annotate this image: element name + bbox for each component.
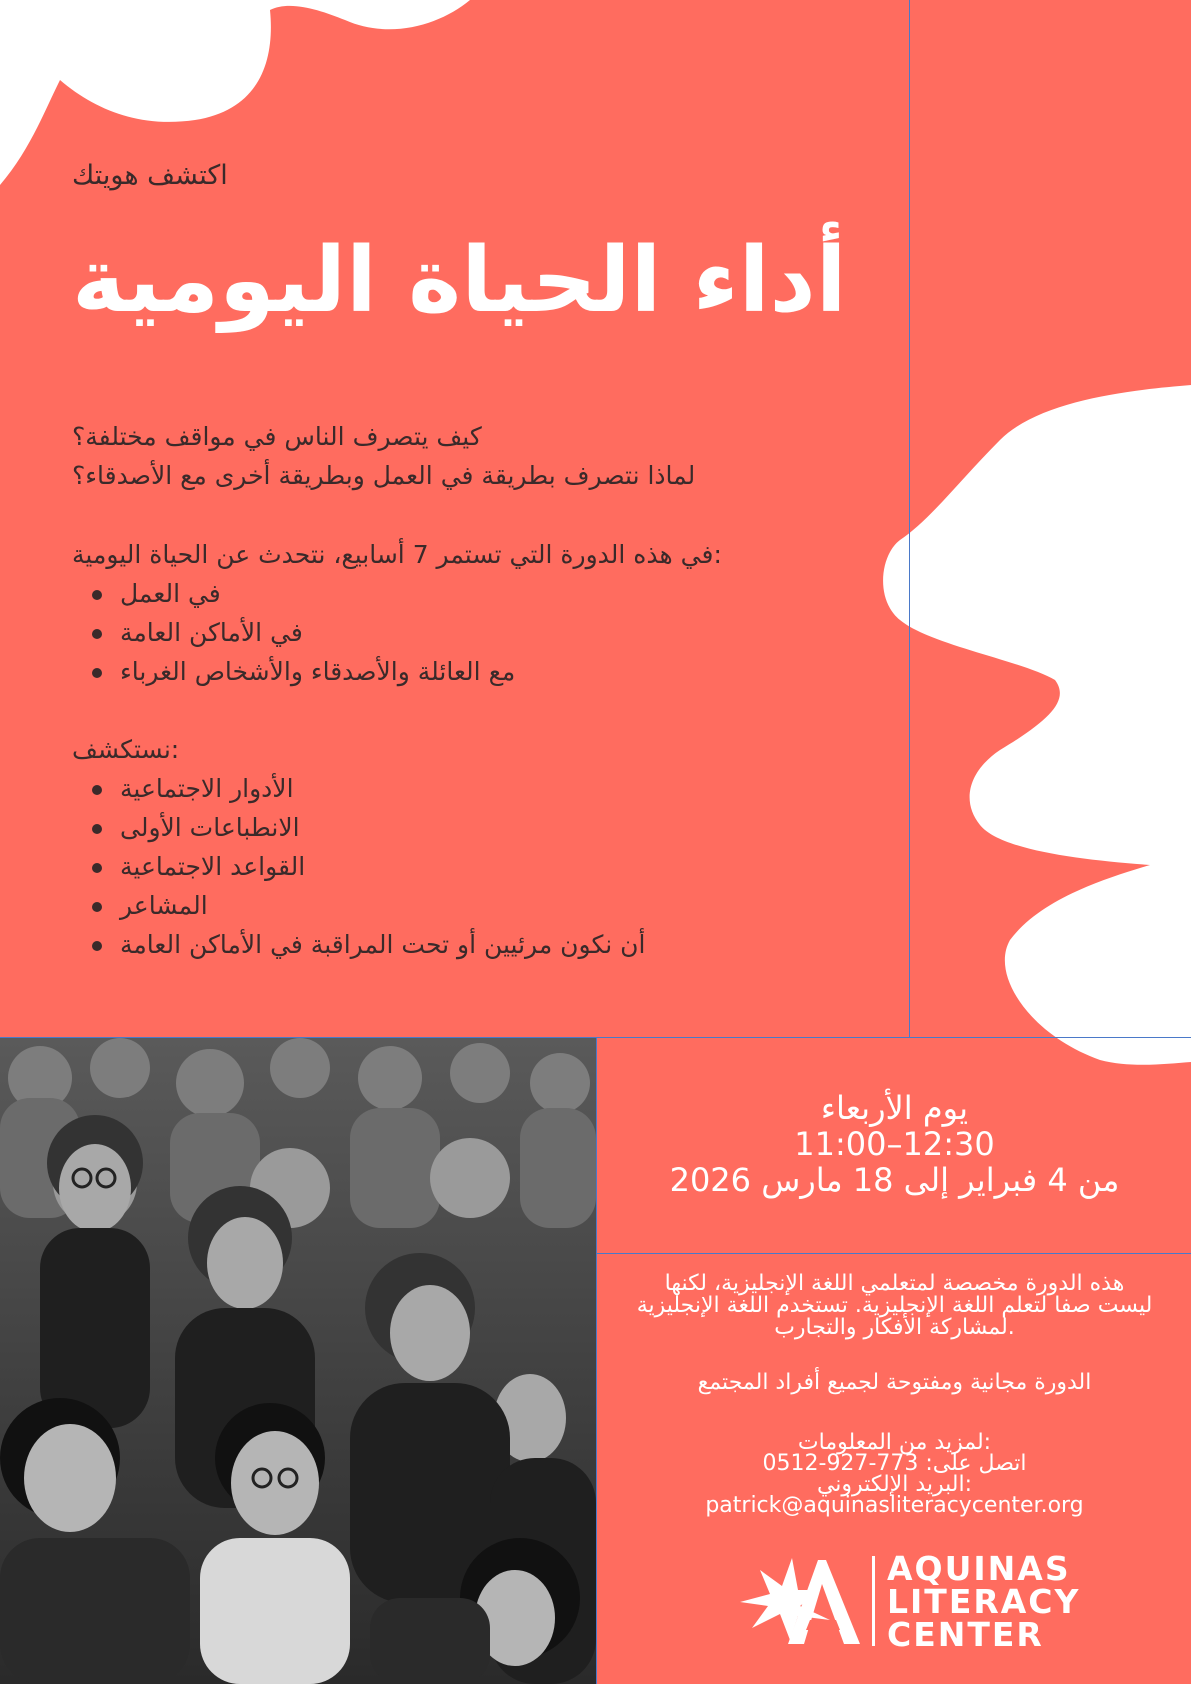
vertical-guide-line-lower: [596, 1038, 597, 1684]
list-item: مع العائلة والأصدقاء والأشخاص الغرباء: [72, 652, 772, 691]
logo-line-3: CENTER: [887, 1615, 1044, 1654]
bullet-icon: [92, 902, 102, 912]
course-lead: في هذه الدورة التي تستمر 7 أسابيع، نتحدث عن الحياة اليومية:: [72, 540, 722, 569]
explore-list: [72, 769, 772, 964]
crowd-photo: [0, 1038, 596, 1684]
list-item: في الأماكن العامة: [72, 613, 772, 652]
list-item: الأدوار الاجتماعية: [72, 769, 772, 808]
list-item: الانطباعات الأولى: [72, 808, 772, 847]
bullet-icon: [92, 668, 102, 678]
logo-line-2: LITERACY: [887, 1582, 1081, 1621]
list-item: أن نكون مرئيين أو تحت المراقبة في الأماكن العامة: [72, 925, 772, 964]
right-blob: [883, 385, 1191, 1065]
logo-divider: [872, 1556, 875, 1646]
contact-email-label: البريد الإلكتروني:: [816, 1472, 973, 1497]
intro-questions: [72, 417, 772, 495]
list-item: المشاعر: [72, 886, 772, 925]
logo-text: [887, 1549, 1081, 1654]
intro-question-1: كيف يتصرف الناس في مواقف مختلفة؟: [72, 422, 482, 451]
bullet-icon: [92, 941, 102, 951]
list-item: القواعد الاجتماعية: [72, 847, 772, 886]
bullet-icon: [92, 824, 102, 834]
bullet-icon: [92, 863, 102, 873]
description-line-2: ليست صفا لتعلم اللغة الإنجليزية. تستخدم اللغة الإنجليزية: [636, 1293, 1153, 1318]
crowd-photo-image: [0, 1038, 596, 1684]
horizontal-guide-line-lower: [597, 1253, 1191, 1254]
free-course-note: الدورة مجانية ومفتوحة لجميع أفراد المجتمع: [697, 1370, 1092, 1395]
contact-phone: اتصل على: 773-927-0512: [762, 1451, 1027, 1476]
course-topics: [72, 535, 772, 691]
schedule-day: يوم الأربعاء: [820, 1089, 969, 1127]
bullet-icon: [92, 785, 102, 795]
schedule-time: 11:00–12:30: [794, 1125, 995, 1163]
contact-block: [598, 1432, 1191, 1516]
description-line-1: هذه الدورة مخصصة لمتعلمي اللغة الإنجليزية، لكنها: [664, 1271, 1125, 1296]
kicker-text: اكتشف هويتك: [72, 160, 228, 191]
vertical-guide-line: [909, 0, 910, 1038]
explore-lead: نستكشف:: [72, 735, 180, 764]
top-left-blob: [0, 0, 470, 185]
organization-logo: [730, 1549, 1081, 1654]
contact-lead: لمزيد من المعلومات:: [797, 1430, 992, 1455]
schedule-dates: من 4 فبراير إلى 18 مارس 2026: [669, 1161, 1120, 1199]
bullet-icon: [92, 629, 102, 639]
logo-line-1: AQUINAS: [887, 1549, 1071, 1588]
starburst-a-icon: [730, 1550, 880, 1650]
intro-question-2: لماذا نتصرف بطريقة في العمل وبطريقة أخرى مع الأصدقاء؟: [72, 461, 696, 490]
page-title: أداء الحياة اليومية: [72, 228, 847, 333]
description-line-3: لمشاركة الأفكار والتجارب.: [774, 1315, 1015, 1340]
course-list: [72, 574, 772, 691]
list-item: في العمل: [72, 574, 772, 613]
bullet-icon: [92, 590, 102, 600]
explore-topics: [72, 730, 772, 964]
course-description: [598, 1273, 1191, 1339]
contact-email[interactable]: patrick@aquinasliteracycenter.org: [705, 1493, 1084, 1518]
schedule-block: [598, 1090, 1191, 1198]
